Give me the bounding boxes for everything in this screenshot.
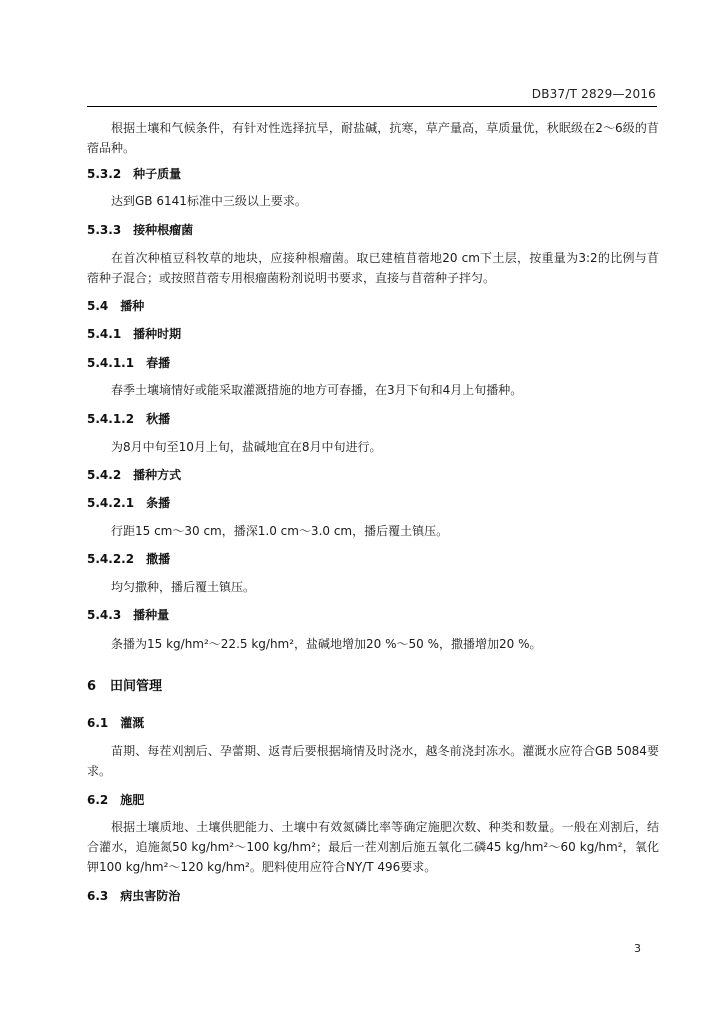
section-number: 5.3.2 [87,167,122,181]
section-number: 5.4.2.2 [87,552,135,566]
section-title: 施肥 [120,793,145,807]
paragraph-broadcast [87,577,659,597]
paragraph-text: 春季土壤墒情好或能采取灌溉措施的地方可春播，在3月下旬和4月上旬播种。 [111,383,523,397]
heading-6 [87,678,659,696]
heading-5-4-2 [87,466,659,484]
section-title: 病虫害防治 [120,889,181,903]
section-number: 5.4 [87,299,109,313]
section-number: 6.1 [87,716,109,730]
paragraph-text: 均匀撒种，播后覆土镇压。 [111,580,256,594]
section-title: 播种 [120,299,145,313]
page-number: 3 [634,942,641,955]
heading-5-4 [87,297,659,315]
paragraph-irrigation [87,741,659,781]
heading-6-1 [87,714,659,732]
heading-5-4-3 [87,606,659,624]
section-title: 田间管理 [110,679,163,694]
section-number: 5.4.2.1 [87,496,135,510]
section-title: 条播 [146,496,171,510]
paragraph-text: 苗期、每茬刈割后、孕蕾期、返青后要根据墒情及时浇水，越冬前浇封冻水。灌溉水应符合GB 5084要求。 [87,744,659,778]
paragraph-fertilize [87,817,659,877]
heading-6-2 [87,791,659,809]
paragraph-text: 根据土壤和气候条件，有针对性选择抗旱，耐盐碱，抗寒，草产量高，草质量优，秋眠级在2～6级的苜蓿品种。 [87,121,659,155]
section-title: 撒播 [146,552,171,566]
heading-5-3-3 [87,221,659,239]
section-number: 5.4.1.2 [87,412,135,426]
section-title: 播种方式 [133,468,182,482]
paragraph-rhizobia [87,248,659,288]
section-number: 5.3.3 [87,223,122,237]
paragraph-drill [87,521,659,541]
paragraph-spring [87,380,659,400]
heading-6-3 [87,887,659,905]
heading-5-4-1-2 [87,410,659,428]
header-divider [87,106,657,107]
section-number: 6.2 [87,793,109,807]
section-title: 接种根瘤菌 [133,223,194,237]
standard-code: DB37/T 2829—2016 [531,87,656,101]
paragraph-seed [87,191,659,211]
section-title: 秋播 [146,412,171,426]
paragraph-text: 达到GB 6141标准中三级以上要求。 [111,194,307,208]
paragraph-autumn [87,437,659,457]
heading-5-4-2-2 [87,550,659,568]
paragraph-variety [87,118,659,158]
paragraph-text: 在首次种植豆科牧草的地块，应接种根瘤菌。取已建植苜蓿地20 cm下土层，按重量为3:2的比例与苜蓿种子混合；或按照苜蓿专用根瘤菌粉剂说明书要求，直接与苜蓿种子拌匀。 [87,251,659,285]
section-title: 春播 [146,356,171,370]
paragraph-text: 条播为15 kg/hm²～22.5 kg/hm²，盐碱地增加20 %～50 %，撒播增加20 %。 [111,637,542,651]
paragraph-text: 根据土壤质地、土壤供肥能力、土壤中有效氮磷比率等确定施肥次数、种类和数量。一般在刈割后，结合灌水，追施氮50 kg/hm²～100 kg/hm²；最后一茬刈割后施五氧化二磷45 kg/hm²～60 kg/hm²，氧化钾100 kg/hm²～120 kg/hm²。肥料使用应符合NY/T 496要求。 [87,820,659,874]
section-number: 5.4.3 [87,608,122,622]
section-title: 播种量 [133,608,170,622]
paragraph-text: 为8月中旬至10月上旬，盐碱地宜在8月中旬进行。 [111,440,382,454]
section-title: 种子质量 [133,167,182,181]
section-number: 5.4.1.1 [87,356,135,370]
section-title: 灌溉 [120,716,145,730]
section-number: 5.4.2 [87,468,122,482]
section-title: 播种时期 [133,327,182,341]
section-number: 6 [87,679,97,694]
section-number: 6.3 [87,889,109,903]
heading-5-4-2-1 [87,494,659,512]
section-number: 5.4.1 [87,327,122,341]
heading-5-4-1 [87,325,659,343]
heading-5-3-2 [87,165,659,183]
paragraph-rate [87,634,659,654]
paragraph-text: 行距15 cm～30 cm，播深1.0 cm～3.0 cm，播后覆土镇压。 [111,524,449,538]
heading-5-4-1-1 [87,354,659,372]
